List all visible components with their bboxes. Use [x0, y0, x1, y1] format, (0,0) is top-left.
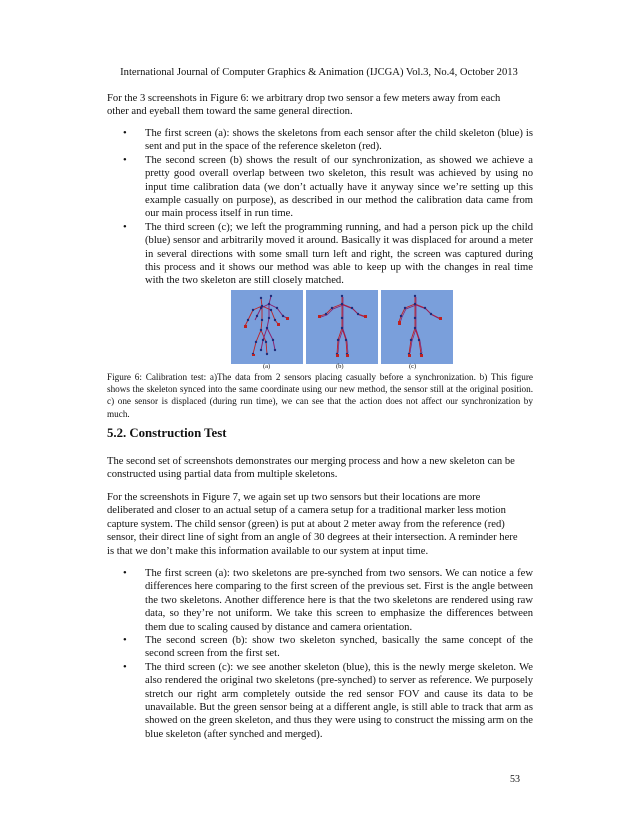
bullet-icon: •: [123, 568, 127, 579]
text-line: The second set of screenshots demonstrates our merging process and how a new skeleton can be: [107, 456, 515, 467]
list-item: [107, 127, 533, 154]
list-item: [107, 154, 533, 221]
page-number: 53: [510, 774, 520, 785]
section-heading: 5.2. Construction Test: [107, 426, 227, 440]
figure-panel-b: [306, 290, 378, 364]
text-line: sensor, their direct line of sight from an angle of 30 degrees at their intersection. A reminder here: [107, 532, 518, 544]
figure-label-b: (b): [336, 363, 344, 370]
text-line: other and eyeball them toward the same general direction.: [107, 106, 353, 118]
list-item: [107, 567, 533, 634]
list-item-text: The third screen (c): we see another skeleton (blue), this is the newly merge skeleton. We also rendered the original two skeletons (pre-synched) to server as reference. We purposely stretch our right arm completely outside the red sensor FOV and cause its data to be unavailable. But the green sensor being at a different angle, is still able to track that arm as showed on the green skeleton, and thus they were using to construct the missing arm on the blue skeleton (after synched and merged).: [145, 661, 533, 740]
skeleton-image-c: [381, 290, 453, 364]
list-item-text: The second screen (b): show two skeleton synched, basically the same concept of the second screen from the first set.: [145, 635, 533, 660]
bullet-icon: •: [123, 221, 127, 233]
text-line: capture system. The child sensor (green) is put at about 2 meter away from the reference (red): [107, 518, 505, 530]
text-line: constructed using partial data from multiple skeletons.: [107, 469, 338, 481]
list-item-text: The second screen (b) shows the result of our synchronization, as showed we achieve a pretty good overall overlap between two skeleton, this result was achieved by using no input time calibration data (we don’t actually have it anyway since we’re setting up this example casually on purpose), as described in our method the calibration data came from our main process itself in run time.: [145, 154, 533, 220]
text-line: For the screenshots in Figure 7, we again set up two sensors but their locations are more: [107, 492, 481, 503]
text-line: For the 3 screenshots in Figure 6: we arbitrary drop two sensor a few meters away from each: [107, 93, 501, 104]
bullet-icon: •: [123, 128, 127, 139]
construction-intro-paragraph: [107, 455, 533, 482]
figure-caption: Figure 6: Calibration test: a)The data from 2 sensors placing casually before a synchronization. b) This figure shows the skeleton synced into the same coordinate using our new method, the sensor still at the original position. c) one sensor is displaced (during run time), we can see that the action does not affect our synchronization by much.: [107, 372, 533, 419]
bullet-icon: •: [123, 661, 127, 673]
construction-list: [107, 567, 533, 741]
figure-panel-c: [381, 290, 453, 364]
list-item: [107, 634, 533, 661]
bullet-icon: •: [123, 635, 127, 647]
list-item: [107, 221, 533, 288]
list-item-text: The third screen (c); we left the programming running, and had a person pick up the child (blue) sensor and arbitrarily moved it around. Basically it was displaced for around a meter in several directions with some small turn left and right, the screen was captured during this process and it shows our method was able to keep up with the changes in real time with the two skeleton are still closely matched.: [145, 221, 533, 287]
journal-header: International Journal of Computer Graphics & Animation (IJCGA) Vol.3, No.4, October 2013: [120, 67, 518, 78]
text-line: deliberated and closer to an actual setup of a camera setup for a traditional marker less motion: [107, 505, 506, 517]
list-item-text: The first screen (a): shows the skeletons from each sensor after the child skeleton (blue) is sent and put in the space of the reference skeleton (red).: [145, 128, 533, 153]
figure7-setup-paragraph: [107, 491, 533, 558]
figure-label-c: (c): [409, 363, 417, 370]
skeleton-image-b: [306, 290, 378, 364]
figure-panel-a: [231, 290, 303, 364]
calibration-list: [107, 127, 533, 288]
text-line: is that we don’t make this information available to our system at input time.: [107, 545, 429, 557]
bullet-icon: •: [123, 154, 127, 166]
figure-6: [231, 290, 452, 365]
intro-paragraph: [107, 92, 533, 119]
skeleton-image-a: [231, 290, 303, 364]
list-item-text: The first screen (a): two skeletons are pre-synched from two sensors. We can notice a few differences here comparing to the first screen of the previous set. First is the angle between the two skeletons. Another difference here is that the two skeletons are rendered using raw data, so they’re not uniform. We take this screen to emphasize the differences between them due to scaling caused by distance and camera orientation.: [145, 568, 533, 633]
list-item: [107, 661, 533, 741]
figure-label-a: (a): [263, 363, 271, 370]
